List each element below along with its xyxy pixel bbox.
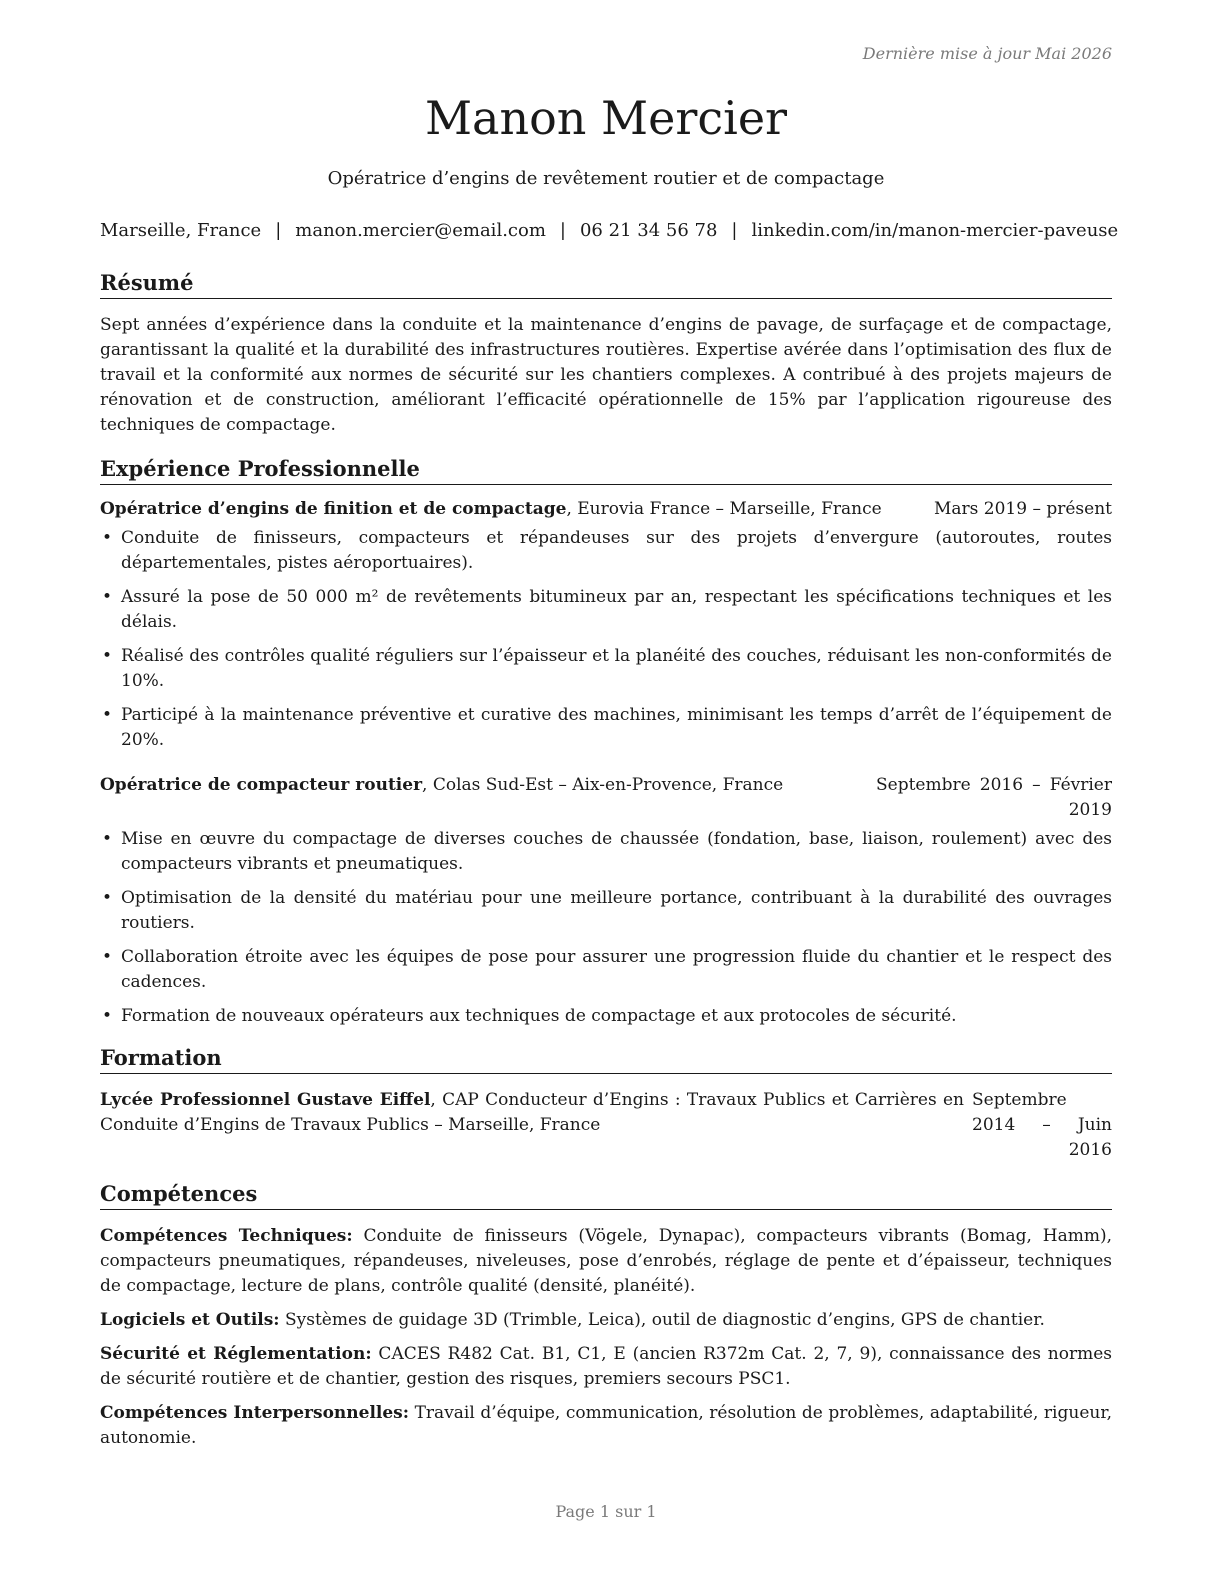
skill-text: Systèmes de guidage 3D (Trimble, Leica), outil de diagnostic d’engins, GPS de chantier. (279, 1310, 1045, 1330)
list-item: • Mise en œuvre du compactage de diverses couches de chaussée (fondation, base, liaison, roulement) avec des compacteurs vibrants et pneumatiques. (100, 827, 1112, 877)
skill-label: Logiciels et Outils: (100, 1310, 280, 1330)
job-entry (100, 497, 1112, 753)
job-header (100, 773, 1112, 823)
contact-separator: | (559, 220, 566, 241)
contact-email[interactable]: manon.mercier@email.com (295, 220, 546, 241)
contact-line (100, 218, 1119, 244)
list-item: • Assuré la pose de 50 000 m² de revêtements bitumineux par an, respectant les spécifications techniques et les délais. (100, 585, 1112, 635)
job-header (100, 497, 1112, 522)
summary-text: Sept années d’expérience dans la conduite et la maintenance d’engins de pavage, de surfaçage et de compactage, garantissant la qualité et la durabilité des infrastructures routières. Expertise avérée dans l’optimisation des flux de travail et la conformité aux normes de sécurité sur les chantiers complexes. A contribué à des projets majeurs de rénovation et de construction, améliorant l’efficacité opérationnelle de 15% par l’application rigoureuse des techniques de compactage. (100, 315, 1112, 435)
job-company: , Eurovia France – Marseille, France (566, 499, 882, 519)
education-dates: Septembre 2014 – Juin 2016 (972, 1090, 1112, 1160)
job-company: , Colas Sud-Est – Aix-en-Provence, France (422, 775, 784, 795)
job-title: Opératrice d’engins de revêtement routier et de compactage (327, 168, 885, 189)
contact-phone[interactable]: 06 21 34 56 78 (579, 220, 718, 241)
list-item: • Réalisé des contrôles qualité réguliers sur l’épaisseur et la planéité des couches, réduisant les non-conformités de 10%. (100, 644, 1112, 694)
list-item: • Collaboration étroite avec les équipes de pose pour assurer une progression fluide du chantier et le respect des cadences. (100, 945, 1112, 995)
contact-separator: | (731, 220, 738, 241)
page-number: Page 1 sur 1 (555, 1502, 657, 1521)
job-role: Opératrice d’engins de finition et de compactage (100, 499, 567, 519)
section-title-skills: Compétences (100, 1179, 1112, 1210)
job-entry (100, 773, 1112, 1029)
list-item: • Optimisation de la densité du matériau pour une meilleure portance, contribuant à la durabilité des ouvrages routiers. (100, 886, 1112, 936)
contact-linkedin[interactable]: linkedin.com/in/manon-mercier-paveuse (751, 220, 1119, 241)
skill-label: Compétences Techniques: (100, 1226, 353, 1246)
resume-page (100, 0, 1119, 1584)
skill-text: Travail d’équipe, communication, résolution de problèmes, adaptabilité, rigueur, autonomie. (100, 1403, 1112, 1448)
job-role: Opératrice de compacteur routier (100, 775, 423, 795)
section-title-experience: Expérience Professionnelle (100, 454, 1112, 485)
resume-content (100, 268, 1112, 1451)
education-details: , CAP Conducteur d’Engins : Travaux Publics et Carrières en Conduite d’Engins de Travaux Publics – Marseille, France (100, 1090, 964, 1135)
skill-text: Conduite de finisseurs (Vögele, Dynapac), compacteurs vibrants (Bomag, Hamm), compacteurs pneumatiques, répandeuses, niveleuses, pose d’enrobés, réglage de pente et d’épaisseur, techniques de compactage, lecture de plans, contrôle qualité (densité, planéité). (100, 1226, 1112, 1296)
contact-separator: | (275, 220, 282, 241)
job-dates: Mars 2019 – présent (933, 499, 1112, 519)
list-item: • Participé à la maintenance préventive et curative des machines, minimisant les temps d’arrêt de l’équipement de 20%. (100, 703, 1112, 753)
job-bullets (100, 526, 1112, 753)
job-dates: Septembre 2016 – Février 2019 (876, 775, 1112, 820)
list-item: • Formation de nouveaux opérateurs aux techniques de compactage et aux protocoles de sécurité. (100, 1004, 1112, 1029)
skill-label: Sécurité et Réglementation: (100, 1344, 372, 1364)
education-school: Lycée Professionnel Gustave Eiffel (100, 1090, 431, 1110)
skill-text: CACES R482 Cat. B1, C1, E (ancien R372m Cat. 2, 7, 9), connaissance des normes de sécurité routière et de chantier, gestion des risques, premiers secours PSC1. (100, 1344, 1112, 1389)
skill-label: Compétences Interpersonnelles: (100, 1403, 410, 1423)
list-item: • Conduite de finisseurs, compacteurs et répandeuses sur des projets d’envergure (autoroutes, routes départementales, pistes aéroportuaires). (100, 526, 1112, 576)
section-title-summary: Résumé (100, 268, 1112, 299)
skill-entry (100, 1342, 1112, 1392)
skill-entry (100, 1224, 1112, 1299)
skill-entry (100, 1401, 1112, 1451)
section-title-education: Formation (100, 1043, 1112, 1074)
last-updated: Dernière mise à jour Mai 2026 (862, 44, 1112, 63)
education-entry (100, 1088, 1112, 1163)
contact-location: Marseille, France (100, 220, 262, 241)
candidate-name: Manon Mercier (424, 91, 788, 145)
job-bullets (100, 827, 1112, 1029)
skill-entry (100, 1308, 1112, 1333)
